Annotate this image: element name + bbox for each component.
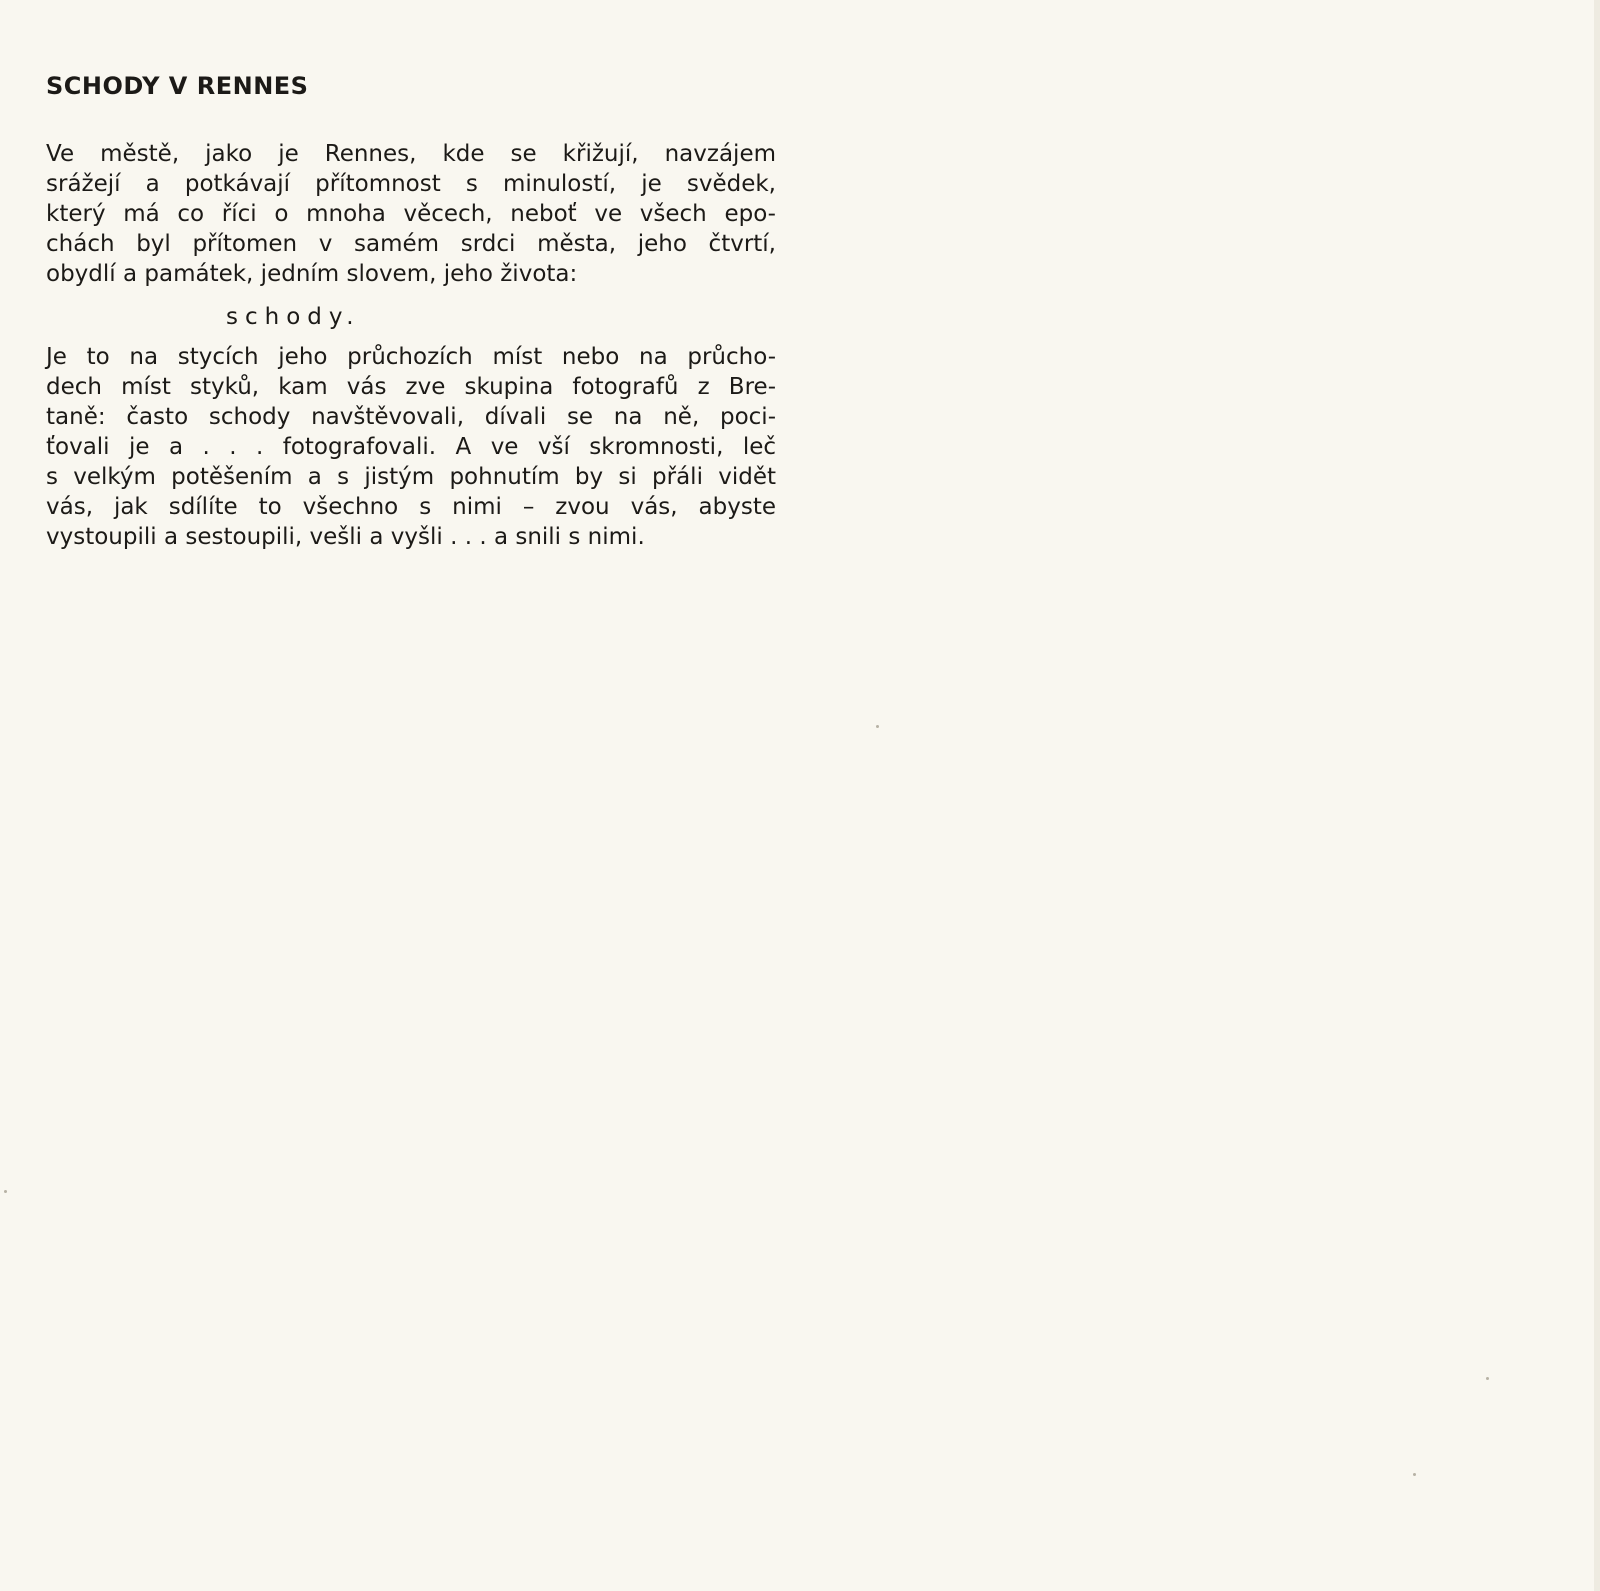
page-title: SCHODY V RENNES bbox=[46, 72, 309, 100]
paragraph1-line: který má co říci o mnoha věcech, neboť ve všech epo- bbox=[46, 201, 776, 227]
paragraph2-line: Je to na stycích jeho průchozích míst nebo na průcho- bbox=[46, 344, 776, 370]
page-edge-shadow bbox=[1594, 0, 1600, 1591]
paper-speck bbox=[1413, 1473, 1416, 1476]
paper-speck bbox=[4, 1190, 7, 1193]
paragraph2-line: dech míst styků, kam vás zve skupina fotografů z Bre- bbox=[46, 374, 776, 400]
paragraph2-line: vás, jak sdílíte to všechno s nimi – zvou vás, abyste bbox=[46, 494, 776, 520]
paper-speck bbox=[876, 725, 879, 728]
paragraph2-line: taně: často schody navštěvovali, dívali se na ně, poci- bbox=[46, 404, 776, 430]
paragraph1-line: obydlí a památek, jedním slovem, jeho života: bbox=[46, 261, 578, 287]
paragraph2-line: ťovali je a . . . fotografovali. A ve vší skromnosti, leč bbox=[46, 434, 776, 460]
emphasized-word: schody. bbox=[226, 304, 361, 330]
paragraph1-line: srážejí a potkávají přítomnost s minulostí, je svědek, bbox=[46, 171, 776, 197]
paragraph2-line: vystoupili a sestoupili, vešli a vyšli . . . a snili s nimi. bbox=[46, 524, 645, 550]
paragraph2-line: s velkým potěšením a s jistým pohnutím by si přáli vidět bbox=[46, 464, 776, 490]
paragraph1-line: chách byl přítomen v samém srdci města, jeho čtvrtí, bbox=[46, 231, 776, 257]
paper-speck bbox=[1486, 1377, 1489, 1380]
paragraph1-line: Ve městě, jako je Rennes, kde se křižují, navzájem bbox=[46, 141, 776, 167]
